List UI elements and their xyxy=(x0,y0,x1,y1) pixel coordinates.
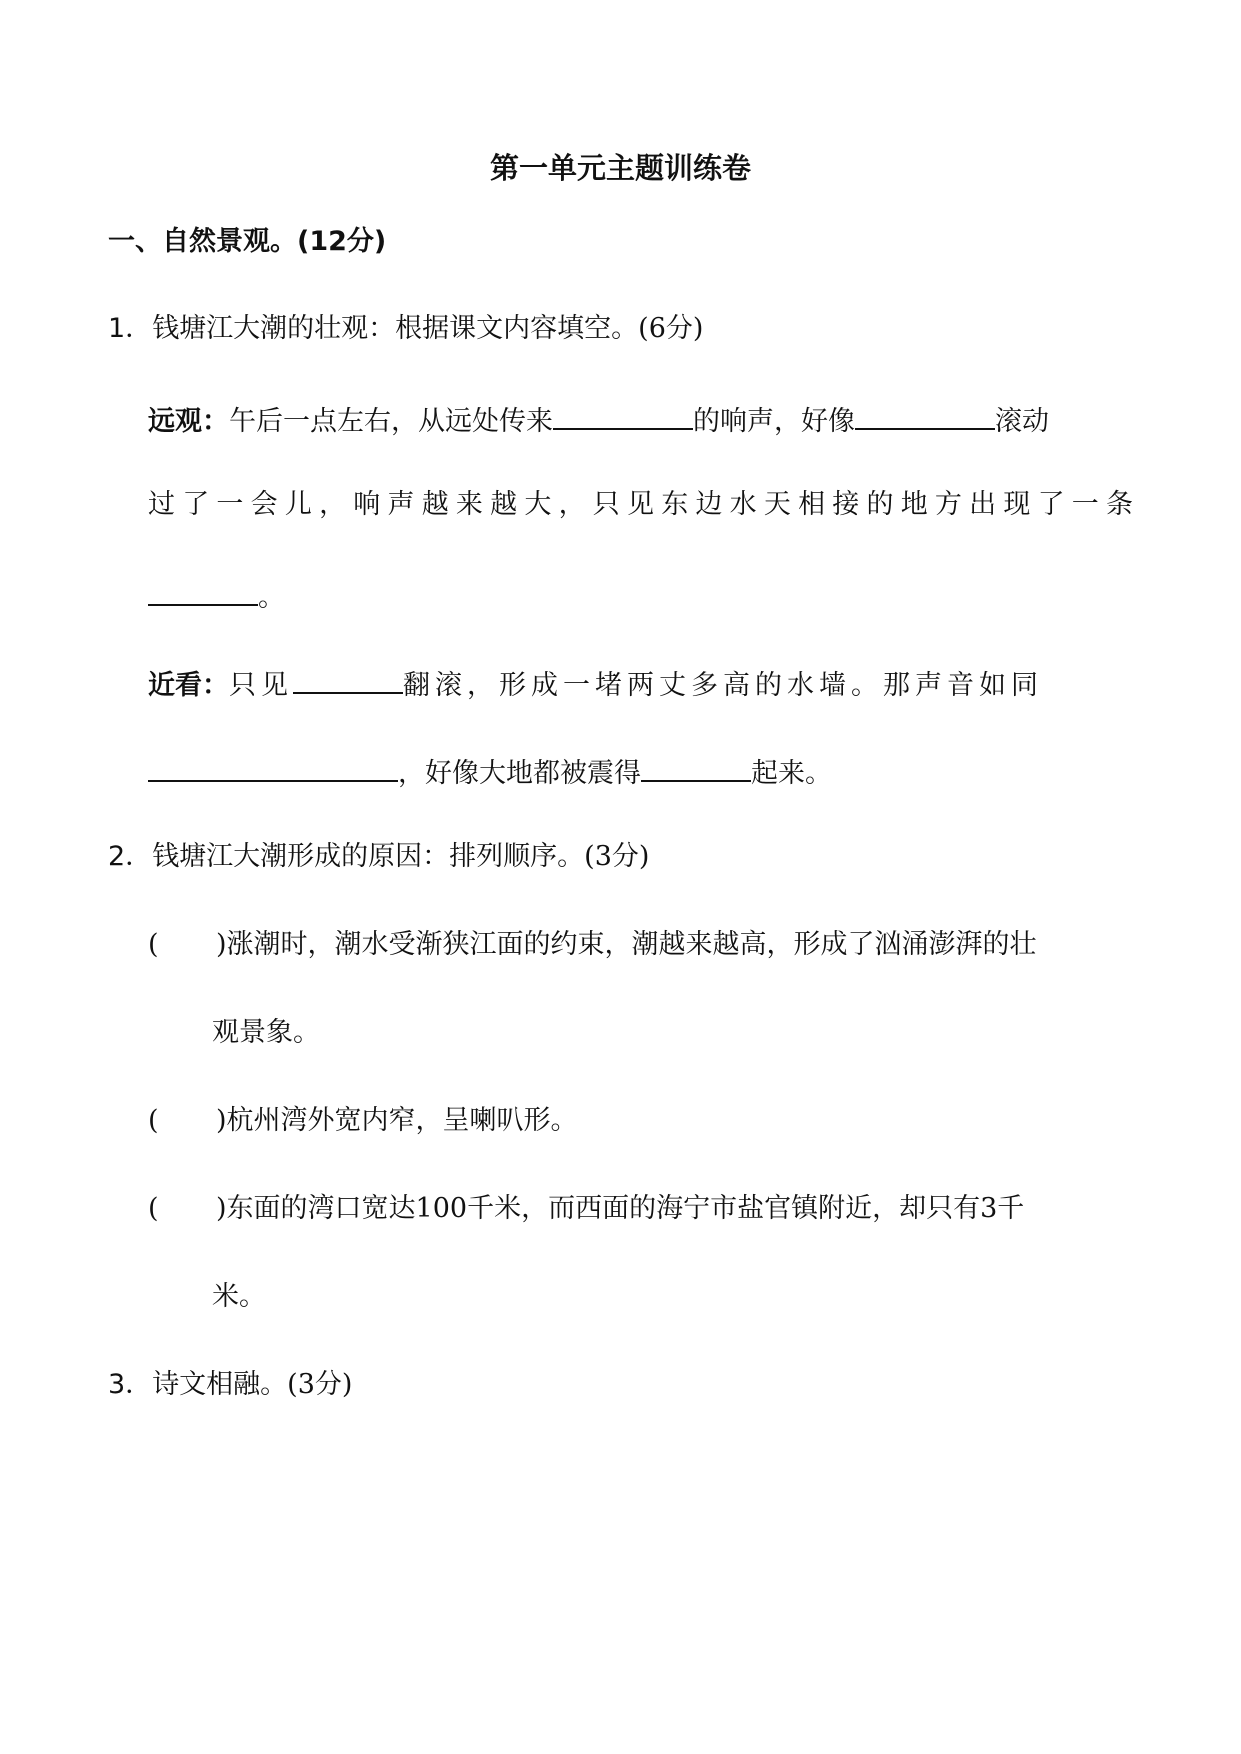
paren-close: ) xyxy=(216,1193,227,1224)
question-prompt: 钱塘江大潮的壮观：根据课文内容填空。(6分) xyxy=(152,313,704,344)
answer-paren[interactable] xyxy=(148,1192,216,1226)
blank-6[interactable] xyxy=(641,752,751,782)
near-view-label: 近看： xyxy=(148,670,229,701)
section-heading: 一、自然景观。(12分) xyxy=(108,226,387,257)
text-segment: 。 xyxy=(258,582,285,613)
answer-paren[interactable] xyxy=(148,1104,216,1138)
order-item-2 xyxy=(148,1104,578,1138)
order-item-3 xyxy=(148,1192,1024,1226)
text-segment: 只见 xyxy=(229,670,293,701)
blank-1[interactable] xyxy=(553,400,693,430)
question-prompt: 诗文相融。(3分) xyxy=(152,1369,353,1400)
question-1 xyxy=(108,312,703,346)
order-item-1 xyxy=(148,928,1037,962)
paren-open: ( xyxy=(148,929,159,960)
order-item-1-cont: 观景象。 xyxy=(212,1017,320,1048)
item-text: 涨潮时，潮水受渐狭江面的约束，潮越来越高，形成了汹涌澎湃的壮 xyxy=(226,929,1037,960)
text-segment: 滚动 xyxy=(995,406,1049,437)
far-view-line-2: 过了一会儿，响声越来越大，只见东边水天相接的地方出现了一条 xyxy=(148,489,1133,520)
blank-2[interactable] xyxy=(855,400,995,430)
item-text: 东面的湾口宽达100千米，而西面的海宁市盐官镇附近，却只有3千 xyxy=(226,1193,1025,1224)
answer-paren[interactable] xyxy=(148,928,216,962)
text-segment: 起来。 xyxy=(751,758,832,789)
question-number: 3． xyxy=(108,1369,153,1400)
far-view-line-1 xyxy=(148,400,1049,439)
text-segment: 午后一点左右，从远处传来 xyxy=(229,406,553,437)
blank-5[interactable] xyxy=(148,752,398,782)
paren-open: ( xyxy=(148,1193,159,1224)
far-view-line-3 xyxy=(148,576,285,615)
blank-3[interactable] xyxy=(148,576,258,606)
blank-4[interactable] xyxy=(293,664,403,694)
question-number: 2． xyxy=(108,841,153,872)
paren-close: ) xyxy=(216,929,227,960)
far-view-label: 远观： xyxy=(148,406,229,437)
paren-open: ( xyxy=(148,1105,159,1136)
question-number: 1． xyxy=(108,313,153,344)
text-segment: 翻滚，形成一堵两丈多高的水墙。那声音如同 xyxy=(403,670,1043,701)
question-3 xyxy=(108,1368,352,1402)
order-item-3-cont: 米。 xyxy=(212,1281,266,1312)
text-segment: ，好像大地都被震得 xyxy=(398,758,641,789)
text-segment: 的响声，好像 xyxy=(693,406,855,437)
question-prompt: 钱塘江大潮形成的原因：排列顺序。(3分) xyxy=(152,841,650,872)
near-view-line-1 xyxy=(148,664,1043,703)
page-title: 第一单元主题训练卷 xyxy=(489,151,751,185)
question-2 xyxy=(108,840,649,874)
near-view-line-2 xyxy=(148,752,832,791)
item-text: 杭州湾外宽内窄，呈喇叭形。 xyxy=(226,1105,578,1136)
paren-close: ) xyxy=(216,1105,227,1136)
